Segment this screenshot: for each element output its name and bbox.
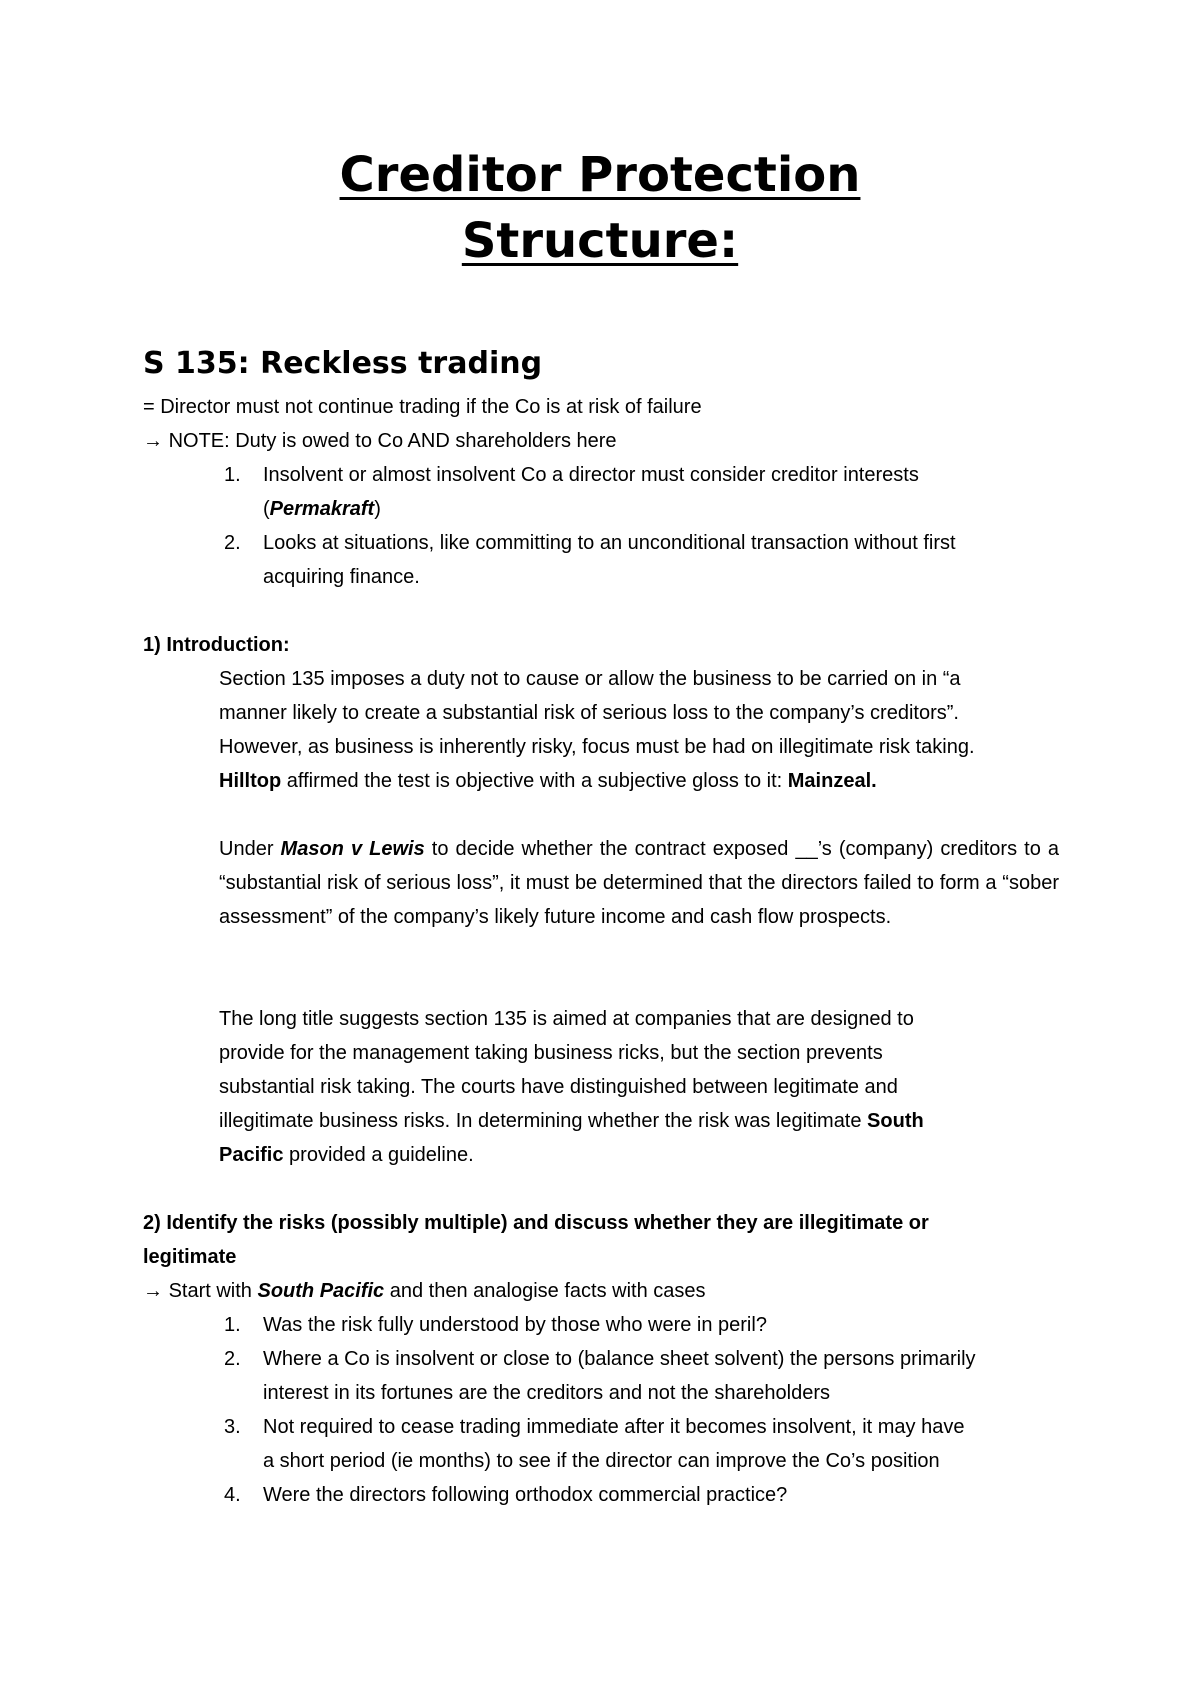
paragraph-line: The long title suggests section 135 is aimed at companies that are designed to (219, 1008, 914, 1030)
case-name: South (867, 1110, 924, 1132)
paragraph-line: Section 135 imposes a duty not to cause or allow the business to be carried on in “a (219, 668, 961, 690)
list-item-text: interest in its fortunes are the creditors and not the shareholders (263, 1382, 830, 1404)
list-number: 4. (224, 1484, 241, 1506)
case-name: South Pacific (257, 1280, 385, 1302)
arrow-icon: → (143, 430, 163, 452)
case-name: Mainzeal. (787, 770, 877, 792)
list-number: 1. (224, 464, 241, 486)
paragraph-line: substantial risk taking. The courts have distinguished between legitimate and (219, 1076, 898, 1098)
list-number: 2. (224, 1348, 241, 1370)
subheading-risks: 2) Identify the risks (possibly multiple) and discuss whether they are illegitimate or (143, 1212, 929, 1234)
note-line (143, 424, 617, 458)
list-item-text: Was the risk fully understood by those who were in peril? (263, 1314, 767, 1336)
note-text: NOTE: Duty is owed to Co AND shareholders here (168, 430, 617, 452)
case-name: Pacific (219, 1144, 284, 1166)
paragraph-line: provide for the management taking business ricks, but the section prevents (219, 1042, 883, 1064)
document-title (0, 142, 1200, 274)
paragraph-line: Pacific provided a guideline. (219, 1144, 474, 1166)
list-number: 2. (224, 532, 241, 554)
paragraph-line: However, as business is inherently risky, focus must be had on illegitimate risk taking. (219, 736, 975, 758)
list-number: 3. (224, 1416, 241, 1438)
paragraph-line: illegitimate business risks. In determining whether the risk was legitimate South (219, 1110, 924, 1132)
list-item-text: Insolvent or almost insolvent Co a director must consider creditor interests (263, 464, 919, 486)
list-number: 1. (224, 1314, 241, 1336)
list-item-text: acquiring finance. (263, 566, 420, 588)
section-heading: S 135: Reckless trading (143, 346, 543, 381)
title-line-2: Structure: (461, 213, 739, 269)
list-item-text: Looks at situations, like committing to an unconditional transaction without first (263, 532, 956, 554)
case-name: Hilltop (219, 770, 282, 792)
paragraph-line: Hilltop affirmed the test is objective with a subjective gloss to it: Mainzeal. (219, 770, 877, 792)
list-item-text: Not required to cease trading immediate after it becomes insolvent, it may have (263, 1416, 965, 1438)
case-name: Permakraft (269, 498, 375, 520)
list-item-text: a short period (ie months) to see if the director can improve the Co’s position (263, 1450, 940, 1472)
list-item-text: Where a Co is insolvent or close to (balance sheet solvent) the persons primarily (263, 1348, 976, 1370)
list-item-text: Were the directors following orthodox commercial practice? (263, 1484, 788, 1506)
subheading-introduction: 1) Introduction: (143, 634, 290, 656)
case-name: Mason v Lewis (280, 838, 425, 860)
list-item-text: (Permakraft) (263, 498, 381, 520)
lead-line: → Start with South Pacific and then analogise facts with cases (143, 1280, 706, 1302)
paragraph-line: manner likely to create a substantial risk of serious loss to the company’s creditors”. (219, 702, 959, 724)
paragraph-mason: Under Mason v Lewis to decide whether the contract exposed __’s (company) creditors to a “substantial risk of serious loss”, it must be determined that the directors failed to form a “sober assessment” of the company’s likely future income and cash flow prospects. (219, 838, 1060, 928)
subheading-risks-cont: legitimate (143, 1246, 237, 1268)
arrow-icon: → (143, 1280, 163, 1302)
definition-line: = Director must not continue trading if the Co is at risk of failure (143, 396, 702, 418)
title-line-1: Creditor Protection (339, 147, 861, 203)
